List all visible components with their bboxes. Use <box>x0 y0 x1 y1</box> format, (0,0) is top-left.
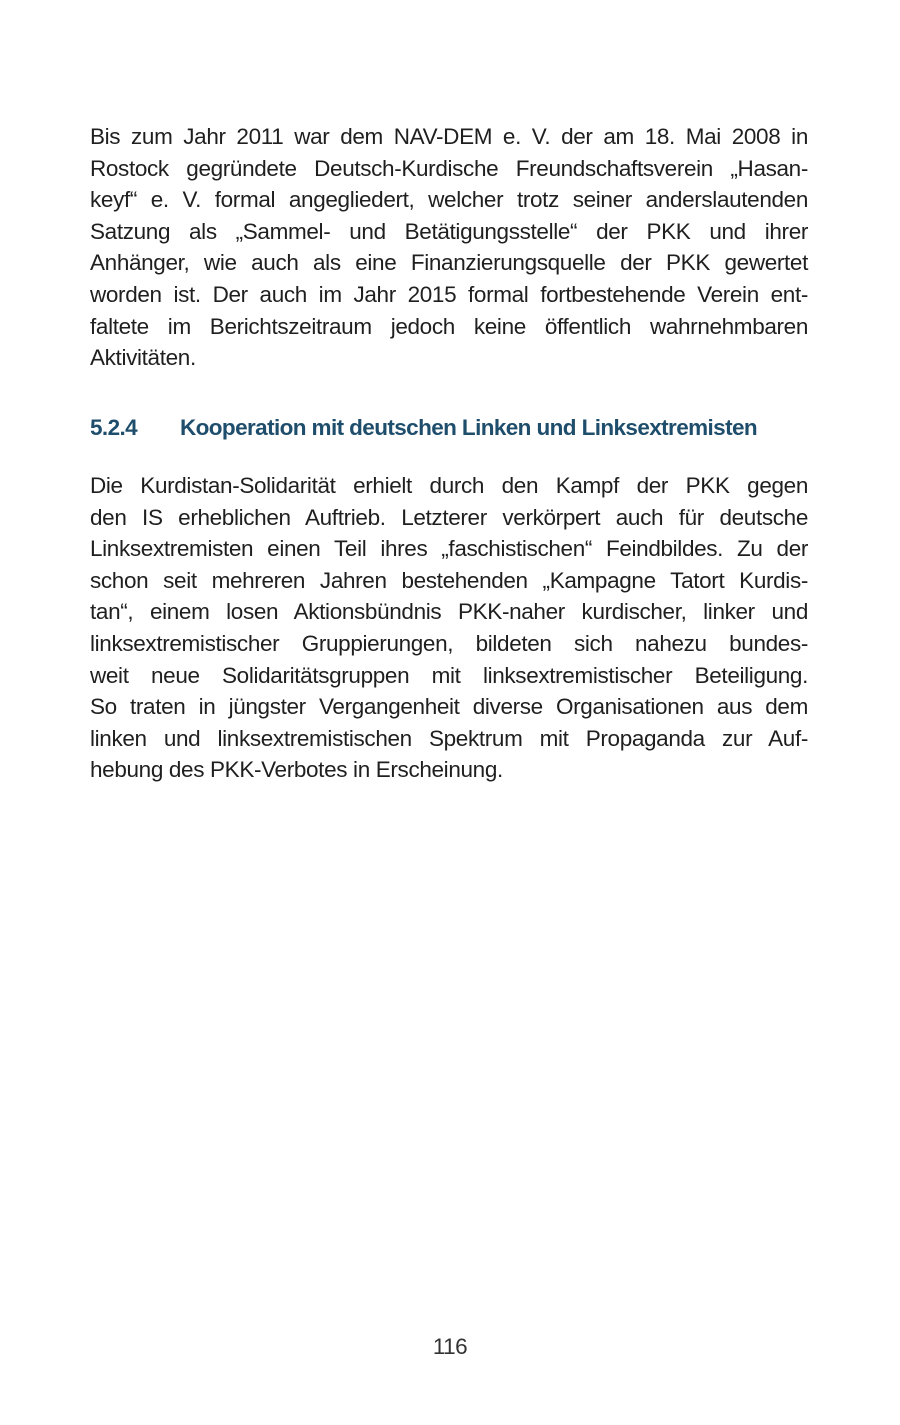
section-number: 5.2.4 <box>90 415 138 440</box>
section-heading <box>90 410 830 446</box>
text-line: keyf“ e. V. formal angegliedert, welcher trotz seiner anderslautenden <box>90 187 808 213</box>
text-line: worden ist. Der auch im Jahr 2015 formal fortbestehende Verein ent- <box>90 281 808 307</box>
text-line: Anhänger, wie auch als eine Finanzierungsquelle der PKK gewertet <box>90 250 808 276</box>
text-line: Linksextremisten einen Teil ihres „faschistischen“ Feindbildes. Zu der <box>90 536 808 562</box>
text-line: Aktivitäten. <box>90 345 196 371</box>
text-line: Die Kurdistan-Solidarität erhielt durch den Kampf der PKK gegen <box>90 473 808 498</box>
text-line: hebung des PKK-Verbotes in Erscheinung. <box>90 757 503 783</box>
text-line: den IS erheblichen Auftrieb. Letzterer verkörpert auch für deutsche <box>90 504 808 530</box>
section-title: Kooperation mit deutschen Linken und Linksextremisten <box>180 415 758 440</box>
text-line: Satzung als „Sammel- und Betätigungsstelle“ der PKK und ihrer <box>90 218 808 244</box>
text-line: weit neue Solidaritätsgruppen mit linksextremistischer Beteiligung. <box>90 662 808 688</box>
text-line: Bis zum Jahr 2011 war dem NAV-DEM e. V. der am 18. Mai 2008 in <box>90 124 808 149</box>
text-line: linken und linksextremistischen Spektrum mit Propaganda zur Auf- <box>90 725 808 751</box>
page-number: 116 <box>432 1334 468 1359</box>
text-line: So traten in jüngster Vergangenheit diverse Organisationen aus dem <box>90 694 808 720</box>
paragraph-nav-dem <box>90 121 808 374</box>
text-line: tan“, einem losen Aktionsbündnis PKK-naher kurdischer, linker und <box>90 599 808 625</box>
paragraph-kurdistan-solidaritaet <box>90 470 808 786</box>
text-line: faltete im Berichtszeitraum jedoch keine öffentlich wahrnehmbaren <box>90 313 808 339</box>
text-line: schon seit mehreren Jahren bestehenden „Kampagne Tatort Kurdis- <box>90 567 808 593</box>
text-line: linksextremistischer Gruppierungen, bildeten sich nahezu bundes- <box>90 630 808 656</box>
text-line: Rostock gegründete Deutsch-Kurdische Freundschaftsverein „Hasan- <box>90 155 808 181</box>
